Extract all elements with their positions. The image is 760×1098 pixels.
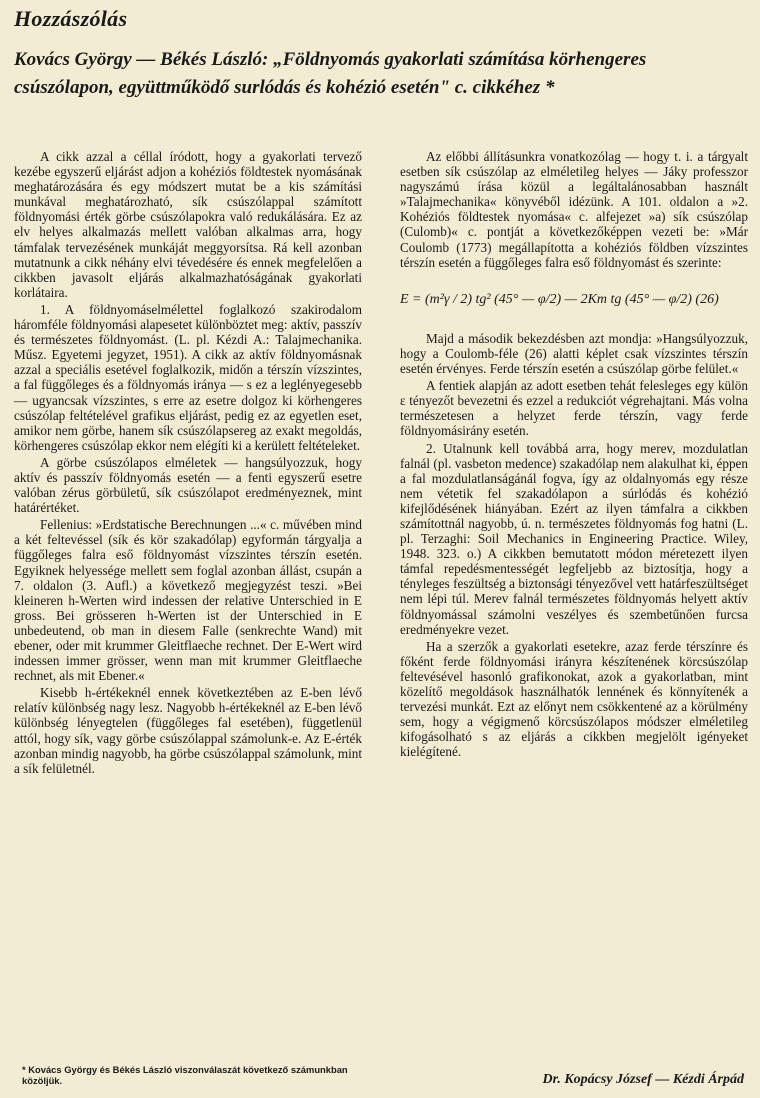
article-subheading: Kovács György — Békés László: „Földnyomás gyakorlati számítása körhengeres csúszólapon, együttműködő surlódás és kohézió esetén" c. cikkéhez * [14,49,647,98]
left-column [14,149,362,778]
paragraph: A görbe csúszólapos elméletek — hangsúlyozzuk, hogy aktív és passzív földnyomás esetén — a fenti egyszerű esetre valóban zérus görbületű, sík csúszólapot eredményeznek, mint határértéket. [14,454,362,516]
paragraph: 2. Utalnunk kell továbbá arra, hogy merev, mozdulatlan falnál (pl. vasbeton medence) szakadólap nem alakulhat ki, éppen a fal mozdulatlanságánál fogva, így az oldalnyomás egy része nem vétetik fel szakadólapon a súrlódás és kohézió kifejlődésének hiányában. Ezért az ilyen támfalra a cikkben számítottnál nagyobb, ú. n. természetes földnyomás fog hatni (L. pl. Terzaghi: Soil Mechanics in Engineering Practice. Wiley, 1948. 323. o.) A cikkben bemutatott módon méretezett ilyen támfal repedésmentességét legfeljebb az biztosítja, hogy a tényleges feszültség a biztonsági tényezővel vett határfeszültséget nem lépi túl. Merev falnál természetes földnyomás helyett aktív földnyomással számolni veszélyes és szembetűnően furcsa eredményekre vezet. [400,440,748,637]
paragraph: A cikk azzal a céllal íródott, hogy a gyakorlati tervező kezébe egyszerű eljárást adjon a kohéziós földtestek nyomásának meghatározására és egy módszert mutat be a kis számítási munkával meghatározható, sík csúszólappal számított földnyomási érték görbe csúszólapokra való redukálására. Ez az elv helyes alkalmazás mellett valóban alkalmas arra, hogy támfalak tervezésének munkáját meggyorsítsa. Rá kell azonban mutatnunk a cikk néhány elvi tévedésére és ennek megfelelően a cikkben javasolt eljárás alkalmazhatóságának gyakorlati korlátaira. [14,149,362,300]
paragraph: Fellenius: »Erdstatische Berechnungen ...« c. művében mind a két feltevéssel (sík és kör szakadólap) egyformán tárgyalja a függőleges falra eső földnyomást vízszintes térszín esetén. Egyiknek helyessége mellett sem foglal azonban állást, csupán a 7. oldalon (3. Aufl.) a következő megjegyzést teszi. »Bei kleineren h-Werten wird indessen der relative Unterschied in E gross. Bei grösseren h-Werten ist der Unterschied in E unbedeutend, ob man in diesem Falle (senkrechte Wand) mit ebener, oder mit krummer Gleitflaeche rechnet. Der E-Wert wird indessen immer grösser, wenn man mit krummer Gleitflaeche rechnet, als mit Ebener.« [14,517,362,684]
section-heading: Hozzászólás [14,6,128,31]
right-column [400,149,748,761]
paragraph: 1. A földnyomáselmélettel foglalkozó szakirodalom háromféle földnyomási alapesetet különböztet meg: aktív, passzív és természetes földnyomást. (L. pl. Kézdi A.: Talajmechanika. Műsz. Egyetemi jegyzet, 1951). A cikk az aktív földnyomásnak azzal a speciális esetével foglalkozik, midőn a térszín vízszintes, a fal függőleges és a földnyomás iránya — s ez a leglényegesebb — ugyancsak vízszintes, s erre az esetre dolgoz ki körhengeres csúszólap feltételével grafikus eljárást, pedig ez az egyetlen eset, amikor nem görbe, hanem sík csúszólapsereg az exakt megoldás, körhengeres csúszólap ekkor nem elégíti ki a kerülett feltételeket. [14,301,362,453]
paragraph: Kisebb h-értékeknél ennek következtében az E-ben lévő relatív különbség nagy lesz. Nagyobb h-értékeknél az E-ben lévő különbség lényegtelen (függőleges fal esetében), függetlenül attól, hogy sík, vagy görbe csúszólappal számolunk-e. Az E-érték azonban mindig nagyobb, ha görbe csúszólappal számolunk, mint a sík felületnél. [14,685,362,776]
paragraph: Majd a második bekezdésben azt mondja: »Hangsúlyozzuk, hogy a Coulomb-féle (26) alatti képlet csak vízszintes térszín esetén érvényes. Ferde térszín esetén a csúszólap görbe felület.« [400,330,748,377]
footnote: * Kovács György és Békés László viszonválaszát következő számunkban közöljük. [22,1064,348,1086]
paragraph: A fentiek alapján az adott esetben tehát felesleges egy külön ε tényezőt bevezetni és ezzel a redukciót végrehajtani. Más volna természetesen a helyzet ferde térszín, vagy ferde földnyomásirány esetén. [400,378,748,439]
paragraph: Ha a szerzők a gyakorlati esetekre, azaz ferde térszínre és főként ferde földnyomási irányra készítenének körcsúszólap feltevésével hasonló grafikonokat, azok a gyakorlatban, mint közelítő megoldások használhatók lennének és könnyítenék a tervezési munkát. Ezt az előnyt nem csökkentené az a körülmény sem, hogy a végigmenő körcsúszólapos módszer elméletileg kifogásolható s az eljárás a cikkben megjelölt igényeket kielégítené. [400,638,748,760]
paragraph: Az előbbi állításunkra vonatkozólag — hogy t. i. a tárgyalt esetben sík csúszólap az elméletileg helyes — Jáky professzor nagyszámú írása közül a legáltalánosabban használt »Talajmechanika« könyvéből idézünk. A 101. oldalon a »2. Kohéziós földtestek nyomása« c. alfejezet »a) sík csúszólap (Culomb)« c. pontját a következőképpen vezeti be: »Már Coulomb (1773) megállapította a kohéziós földben vízszintes térszín esetén a függőleges falra eső földnyomást és szerinte: [400,149,748,270]
formula-26: E = (m²γ / 2) tg² (45° — φ/2) — 2Km tg (45° — φ/2) (26) [400,291,719,307]
author-signature: Dr. Kopácsy József — Kézdi Árpád [542,1072,744,1087]
